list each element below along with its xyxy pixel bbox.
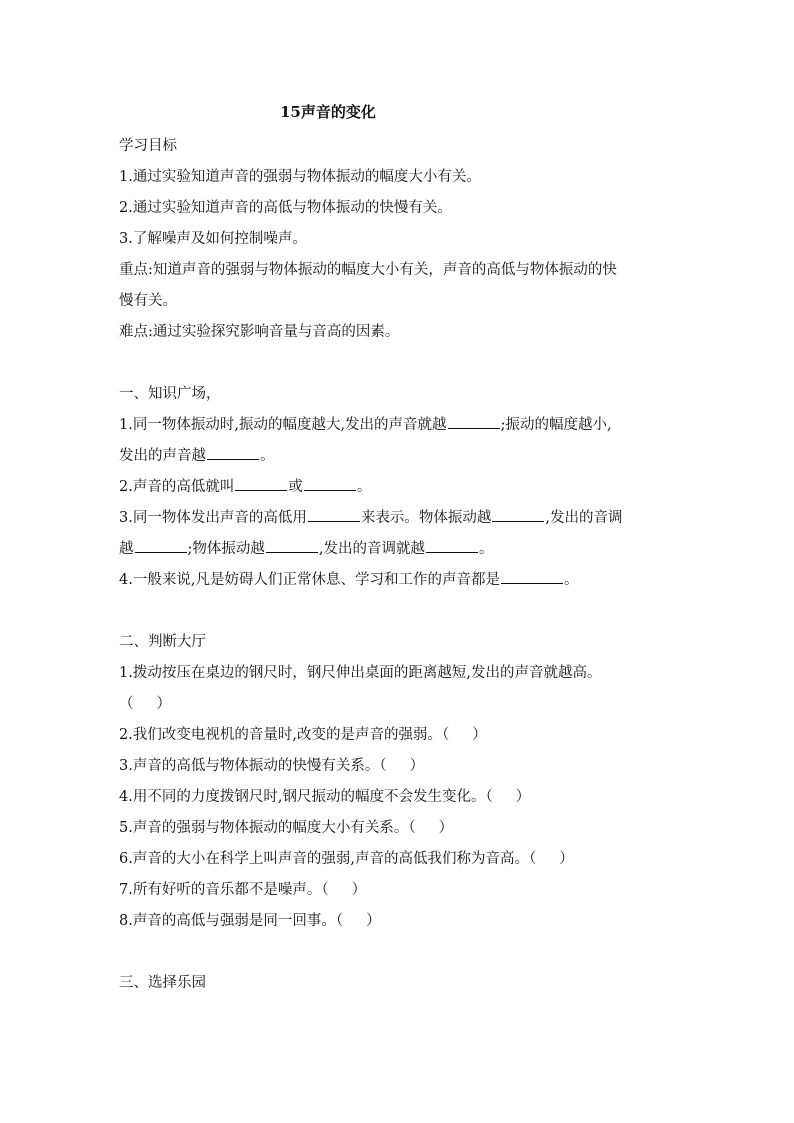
- spacer: [119, 348, 679, 379]
- answer-blank[interactable]: [308, 506, 360, 522]
- judge-item: 6.声音的大小在科学上叫声音的强弱,声音的高低我们称为音高。（ ）: [119, 851, 574, 867]
- answer-blank[interactable]: [235, 475, 287, 491]
- question-text: ;物体振动越: [187, 541, 265, 557]
- answer-blank[interactable]: [426, 537, 478, 553]
- judge-item: 7.所有好听的音乐都不是噪声。（ ）: [119, 882, 367, 898]
- key-point-line: 慢有关。: [119, 293, 177, 309]
- answer-blank[interactable]: [135, 537, 187, 553]
- answer-blank[interactable]: [501, 568, 563, 584]
- question-text: ,发出的音调就越: [318, 541, 425, 557]
- question-text: 1.同一物体振动时,振动的幅度越大,发出的声音就越: [119, 417, 447, 433]
- judge-item: 5.声音的强弱与物体振动的幅度大小有关系。（ ）: [119, 820, 454, 836]
- question-text: 。: [260, 448, 275, 464]
- section3-heading: 三、选择乐园: [119, 975, 206, 991]
- fill-question-4: [119, 565, 679, 596]
- question-text: 。: [479, 541, 494, 557]
- answer-blank[interactable]: [207, 444, 259, 460]
- question-text: 来表示。物体振动越: [360, 510, 492, 526]
- answer-blank[interactable]: [492, 506, 544, 522]
- objective-item: 1.通过实验知道声音的强弱与物体振动的幅度大小有关。: [119, 169, 481, 185]
- objective-item: 3.了解噪声及如何控制噪声。: [119, 231, 307, 247]
- fill-question-2: [119, 472, 679, 503]
- question-text: 越: [119, 541, 134, 557]
- judge-item: 4.用不同的力度拨钢尺时,钢尺振动的幅度不会发生变化。（ ）: [119, 789, 531, 805]
- spacer: [119, 596, 679, 627]
- judge-item: 2.我们改变电视机的音量时,改变的是声音的强弱。（ ）: [119, 727, 487, 743]
- fill-question-1-cont: [119, 441, 679, 472]
- judge-answer-paren[interactable]: （ ）: [119, 696, 172, 712]
- spacer: [119, 937, 679, 968]
- difficulty-line: 难点:通过实验探究影响音量与音高的因素。: [119, 324, 400, 340]
- judge-item: 3.声音的高低与物体振动的快慢有关系。（ ）: [119, 758, 425, 774]
- fill-question-3-cont: [119, 534, 679, 565]
- answer-blank[interactable]: [266, 537, 318, 553]
- section1-heading: 一、知识广场，: [119, 386, 221, 402]
- question-text: 或: [288, 479, 303, 495]
- fill-question-3: [119, 503, 679, 534]
- fill-question-1: [119, 410, 679, 441]
- question-text: 2.声音的高低就叫: [119, 479, 235, 495]
- question-text: ;振动的幅度越小,: [500, 417, 612, 433]
- question-text: ,发出的音调: [545, 510, 623, 526]
- objective-item: 2.通过实验知道声音的高低与物体振动的快慢有关。: [119, 200, 452, 216]
- question-text: 。: [563, 572, 579, 588]
- page-title: 15声音的变化: [280, 103, 376, 121]
- question-text: 发出的声音越: [119, 448, 206, 464]
- section2-heading: 二、判断大厅: [119, 634, 206, 650]
- judge-item: 1.拨动按压在桌边的钢尺时，钢尺伸出桌面的距离越短,发出的声音就越高。: [119, 665, 602, 681]
- objectives-heading: 学习目标: [119, 138, 177, 154]
- worksheet-content: [119, 131, 679, 999]
- judge-item: 8.声音的高低与强弱是同一回事。（ ）: [119, 913, 381, 929]
- question-text: 3.同一物体发出声音的高低用: [119, 510, 307, 526]
- question-text: 4.一般来说,凡是妨碍人们正常休息、学习和工作的声音都是: [119, 572, 500, 588]
- answer-blank[interactable]: [304, 475, 356, 491]
- answer-blank[interactable]: [448, 413, 500, 429]
- question-text: 。: [356, 479, 372, 495]
- key-point-line: 重点:知道声音的强弱与物体振动的幅度大小有关，声音的高低与物体振动的快: [119, 262, 617, 278]
